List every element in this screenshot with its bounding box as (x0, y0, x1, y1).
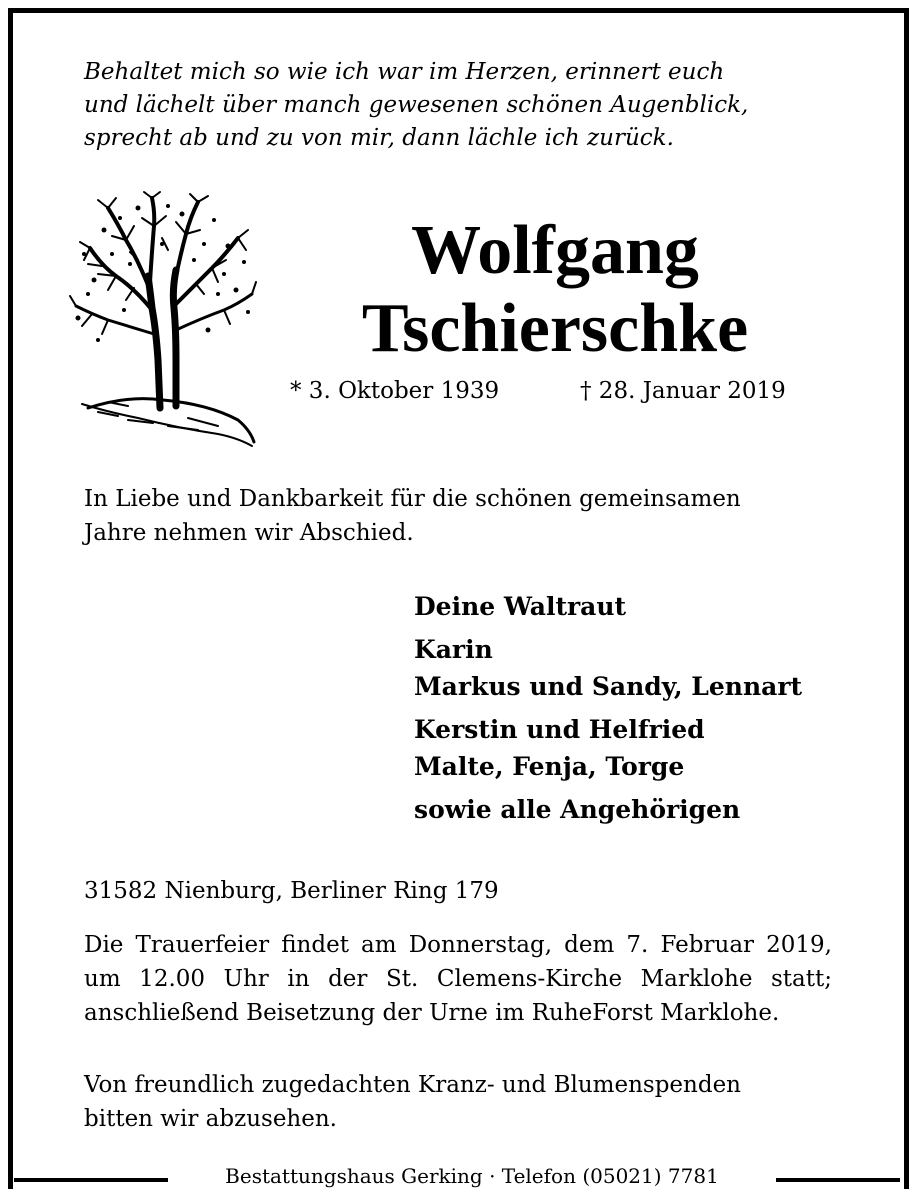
ceremony-info: Die Trauerfeier findet am Donnerstag, dem 7. Februar 2019, um 12.00 Uhr in der St. Clemens-Kirche Marklohe statt; anschließend Beisetzung der Urne im RuheForst Marklohe. (84, 932, 832, 1026)
footer-rule-left (14, 1178, 168, 1182)
farewell-text: In Liebe und Dankbarkeit für die schönen gemeinsamen Jahre nehmen wir Abschied. (84, 486, 741, 546)
flowers-note: Von freundlich zugedachten Kranz- und Blumenspenden bitten wir abzusehen. (84, 1072, 741, 1132)
family-member: Markus und Sandy, Lennart (414, 672, 803, 701)
family-member: Kerstin und Helfried (414, 715, 705, 744)
family-group (414, 588, 874, 625)
first-name: Wolfgang (411, 212, 699, 289)
family-group (414, 791, 874, 828)
footer-rule-right (776, 1178, 900, 1182)
birth-date: * 3. Oktober 1939 (290, 378, 500, 404)
memorial-quote: Behaltet mich so wie ich war im Herzen, erinnert euch und lächelt über manch gewesenen schönen Augenblick, sprecht ab und zu von mir, dann lächle ich zurück. (84, 59, 749, 151)
address: 31582 Nienburg, Berliner Ring 179 (84, 878, 499, 904)
family-member: sowie alle Angehörigen (414, 795, 741, 824)
death-date: † 28. Januar 2019 (580, 378, 786, 404)
funeral-home-footer: Bestattungshaus Gerking · Telefon (05021) 7781 (170, 1163, 774, 1189)
deceased-name (310, 212, 800, 368)
family-group (414, 711, 874, 785)
last-name: Tschierschke (361, 290, 749, 367)
family-list (414, 588, 874, 834)
family-member: Deine Waltraut (414, 592, 627, 621)
tree-icon (68, 190, 258, 452)
family-member: Karin (414, 635, 493, 664)
family-member: Malte, Fenja, Torge (414, 752, 685, 781)
family-group (414, 631, 874, 705)
